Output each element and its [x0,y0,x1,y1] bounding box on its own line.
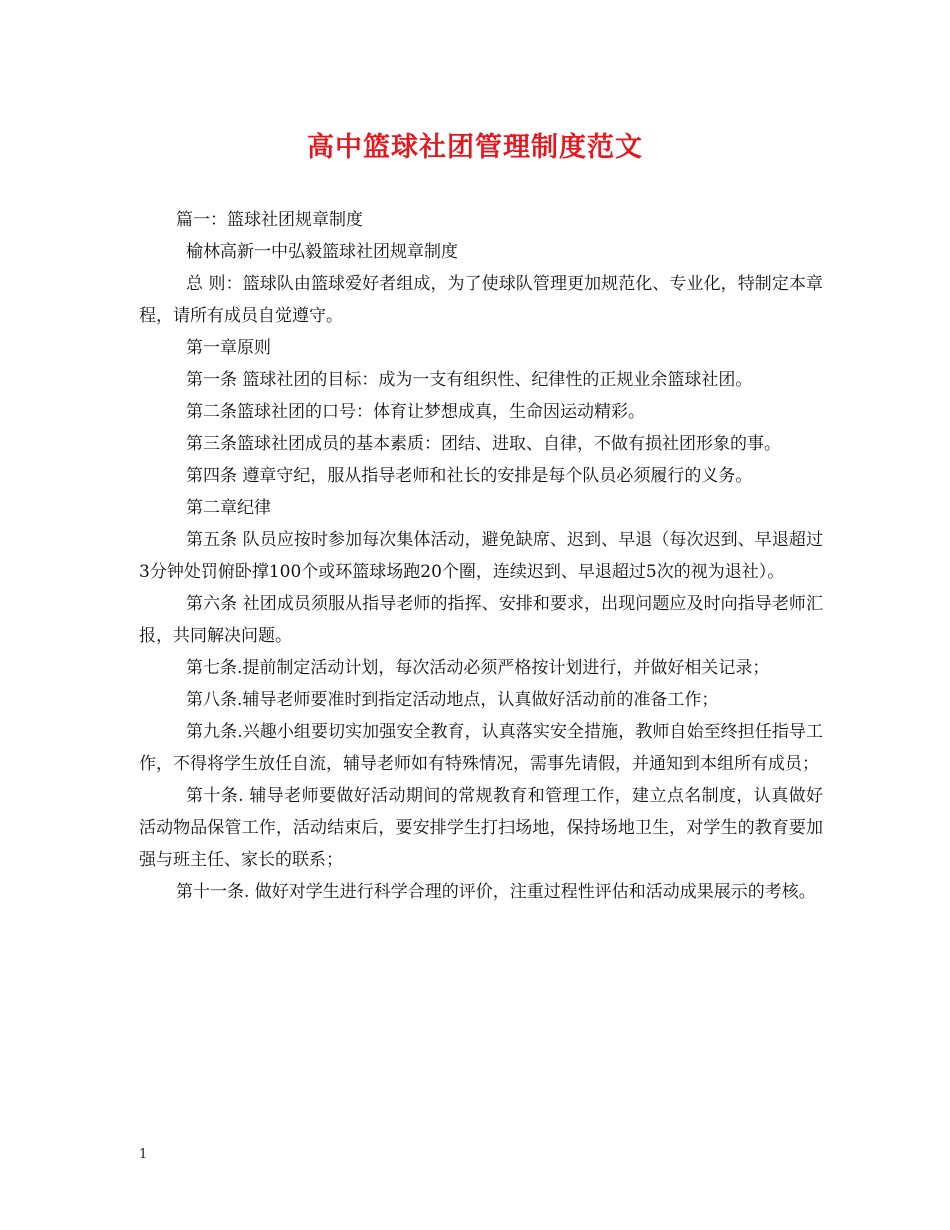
paragraph-article-3: 第三条篮球社团成员的基本素质：团结、进取、自律，不做有损社团形象的事。 [186,434,781,454]
paragraph-general-rule: 总 则：篮球队由篮球爱好者组成，为了使球队管理更加规范化、专业化，特制定本章程，请所有成员自觉遵守。 [139,274,823,326]
page-number: 1 [139,1147,148,1162]
paragraph-article-2: 第二条篮球社团的口号：体育让梦想成真，生命因运动精彩。 [186,402,645,422]
paragraph-article-11: 第十一条. 做好对学生进行科学合理的评价，注重过程性评估和活动成果展示的考核。 [176,882,816,902]
paragraph-section-heading: 篇一：篮球社团规章制度 [176,210,363,230]
document-body [139,204,823,908]
paragraph-chapter-one: 第一章原则 [186,338,271,358]
paragraph-regulation-title: 榆林高新一中弘毅篮球社团规章制度 [186,242,458,262]
paragraph-article-8: 第八条.辅导老师要准时到指定活动地点，认真做好活动前的准备工作； [186,690,719,710]
paragraph-article-10: 第十条. 辅导老师要做好活动期间的常规教育和管理工作，建立点名制度，认真做好活动物品保管工作，活动结束后，要安排学生打扫场地，保持场地卫生，对学生的教育要加强与班主任、家长的联系； [139,786,823,870]
paragraph-article-9: 第九条.兴趣小组要切实加强安全教育，认真落实安全措施，教师自始至终担任指导工作，不得将学生放任自流，辅导老师如有特殊情况，需事先请假，并通知到本组所有成员； [139,722,823,774]
paragraph-article-6: 第六条 社团成员须服从指导老师的指挥、安排和要求，出现问题应及时向指导老师汇报，共同解决问题。 [139,594,823,646]
paragraph-article-5: 第五条 队员应按时参加每次集体活动，避免缺席、迟到、早退（每次迟到、早退超过3分钟处罚俯卧撑100个或环篮球场跑20个圈，连续迟到、早退超过5次的视为退社）。 [139,530,823,582]
paragraph-article-7: 第七条.提前制定活动计划，每次活动必须严格按计划进行，并做好相关记录； [186,658,770,678]
paragraph-article-1: 第一条 篮球社团的目标：成为一支有组织性、纪律性的正规业余篮球社团。 [186,370,753,390]
paragraph-chapter-two: 第二章纪律 [186,498,271,518]
paragraph-article-4: 第四条 遵章守纪，服从指导老师和社长的安排是每个队员必须履行的义务。 [186,466,753,486]
document-title: 高中篮球社团管理制度范文 [307,132,643,163]
